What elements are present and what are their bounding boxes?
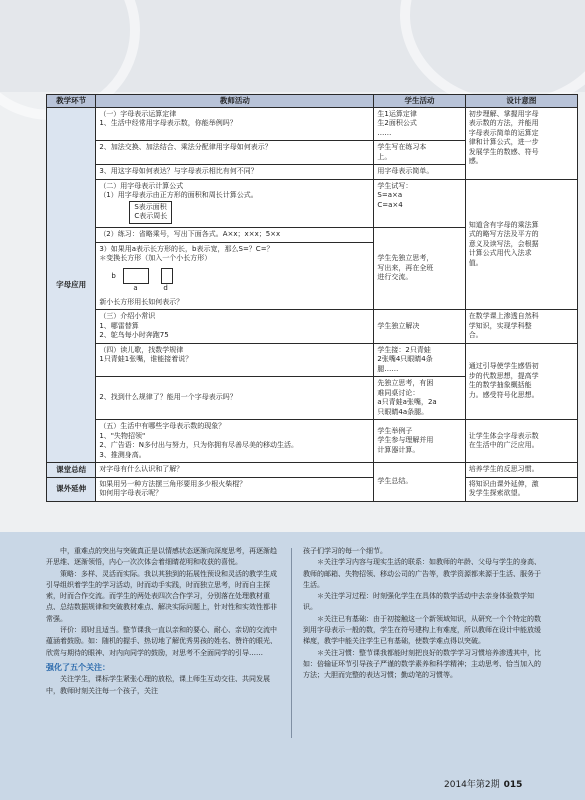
student-cell: 学生试写： S=a×a C=a×4 <box>374 179 465 228</box>
intent-cell: 让学生体会字母表示数 在生活中的广泛应用。 <box>465 420 577 463</box>
header-design-intent: 设计意图 <box>465 95 577 108</box>
section-extension: 课外延伸 <box>47 477 96 501</box>
intent-cell: 通过引导使学生感悟初 步的代数思想，提高学 生的数学抽象概括能 力。感受符号化思想。 <box>465 343 577 420</box>
intent-cell: 知道含有字母的乘法算 式的略写方法及平方的 意义及读写法，会根据 计算公式用代入法求 值。 <box>465 179 577 310</box>
teacher-cell: 如果用另一种方法摆三角形要用多少根火柴棍？ 如何用字母表示呢？ <box>96 477 374 501</box>
teacher-cell: （二）用字母表示计算公式 （1）用字母表示由正方形的面积和周长计算公式。 S表示面积 C表示周长 <box>96 179 374 228</box>
intent-cell: 在数学课上渗透自然科 学知识，实现学科整 合。 <box>465 310 577 344</box>
student-cell: 用字母表示简单。 <box>374 165 465 180</box>
paragraph: 关注学生，课标学生紧张心理的放松，课上师生互动交往、共同发展中，教师时刻关注每一个孩子，关注 <box>46 675 270 695</box>
teacher-cell: 2、找到什么规律了？能用一个字母表示吗？ <box>96 377 374 420</box>
table-row <box>47 477 578 501</box>
section-letter-application: 字母应用 <box>47 107 96 463</box>
teacher-cell: 对字母有什么认识和了解？ <box>96 463 374 478</box>
header-student-activity: 学生活动 <box>374 95 465 108</box>
table-header-row <box>47 95 578 108</box>
table-row <box>47 179 578 228</box>
article-left-column <box>46 546 281 697</box>
rectangle-small <box>161 268 173 284</box>
paragraph: ＊关注已有基础：由于初接触这一个新领域知识，从研究一个个特定的数到用字母表示一般的数，学生在符号建构上有难度，所以教师在设计中能放缓梯度，教学中能关注学生已有基础，使数学难点得以突破。 <box>303 614 541 646</box>
table-row <box>47 420 578 463</box>
paragraph: ＊关注学习过程：时刻强化学生在具体的数学活动中去亲身体验数学知识。 <box>303 592 534 612</box>
header-teacher-activity: 教师活动 <box>96 95 374 108</box>
intent-cell: 初步理解、掌握用字母 表示数的方法，并能用 字母表示简单的运算定 律和计算公式，进一步 发展学生的数感、符号 感。 <box>465 107 577 179</box>
student-cell: 学生写在练习本 上。 <box>374 141 465 165</box>
teacher-cell: 3）如果用a表示长方形的长，b表示宽，那么S=？C=？ ＊变换长方形（加入一个小长方形） b a d 新小长方形用长如何表示？ <box>96 242 374 310</box>
teacher-cell: （2）练习：省略乘号，写出下面各式。A×x；x×x；5×x <box>96 228 374 243</box>
student-cell: 学生独立解决 <box>374 310 465 344</box>
table-row <box>47 310 578 344</box>
section-subheading: 强化了五个关注： <box>46 662 110 672</box>
rectangle-diagram: b a d <box>99 264 370 298</box>
lesson-plan-table <box>46 94 578 502</box>
student-cell: 学生总结。 <box>374 463 465 502</box>
teacher-cell: （三）介绍小常识 1、哪雷替算 2、鸵鸟每小时奔跑75 <box>96 310 374 344</box>
paragraph: 孩子们学习的每一个细节。 <box>303 547 387 555</box>
table-row <box>47 107 578 141</box>
teacher-cell: （一）字母表示运算定律 1、生活中经常用字母表示数，你能举例吗？ <box>96 107 374 141</box>
issue-label: 2014年第2期 <box>444 780 500 790</box>
column-divider <box>291 548 292 738</box>
teacher-cell: （四）读儿歌，找数学规律 1只青蛙1张嘴，谁能接着说？ <box>96 343 374 377</box>
student-cell: 学生接：2只青蛙 2张嘴4只眼睛4条 腿…… <box>374 343 465 377</box>
teacher-cell: 2、加法交换、加法结合、乘法分配律用字母如何表示？ <box>96 141 374 165</box>
paragraph: 中，重难点的突出与突破真正是以情感状态逐渐向深度思考，再逐渐趋开思维、逐渐领悟，内心一次次体会着细睛花明和收获的喜悦。 <box>46 547 277 567</box>
student-cell: 学生举例子 学生参与理解并用 计算器计算。 <box>374 420 465 463</box>
page-footer <box>444 777 522 790</box>
intent-cell: 将知识由课外延伸，激 发学生探索欲望。 <box>465 477 577 501</box>
teacher-cell: 3、用这字母如何表达？与字母表示相比有何不同？ <box>96 165 374 180</box>
rectangle-ab <box>123 268 149 284</box>
page-number: 015 <box>503 780 523 790</box>
section-summary: 课堂总结 <box>47 463 96 478</box>
paragraph: 评价：即时且适当。整节课我一直以亲和的要心、耐心、亲切的交流中蕴涵着鼓励。如：随机的握手、热切地了解优秀男孩的姓名、赞许的眼光、欣赏与期待的眼神、对内向同学的鼓励，对思考不全面同学的引导…… <box>46 626 277 657</box>
table-row <box>47 463 578 478</box>
student-cell: 生1运算定律 生2面积公式 …… <box>374 107 465 141</box>
student-cell: 先独立思考，有困 难同桌讨论： a只青蛙a张嘴，2a 只眼睛4a条腿。 <box>374 377 465 420</box>
paragraph: ＊关注习惯：整节课我都能时刻把良好的数学学习习惯培养渗透其中，比如：倍输证环节引导孩子严谨的数学素养和科学精神；主动思考、恰当加入的方法；大胆而完整的表达习惯；勤动笔的习惯等。 <box>303 648 541 680</box>
paragraph: ＊关注学习内容与现实生活的联系：如教师的年龄、父母与学生的身高、教师的邮箱、失物招领、移动公司的广告等，教学资源都来源于生活、服务于生活。 <box>303 558 541 589</box>
student-cell: 学生先独立思考， 写出来，再在全班 进行交流。 <box>374 228 465 310</box>
teacher-cell: （五）生活中有哪些字母表示数的现象？ 1、"失物招领" 2、广告语：N多付出与努力，只为你拥有尽善尽美的移动生活。 3、推测身高。 <box>96 420 374 463</box>
header-stage: 教学环节 <box>47 95 96 108</box>
intent-cell: 培养学生的反思习惯。 <box>465 463 577 478</box>
article-right-column <box>303 546 541 682</box>
table-row <box>47 343 578 377</box>
paragraph: 策略：多样、灵活而实际。我以其独到的拓展性预设和灵活的教学生成引导组织着学生的学习活动，时而动手实践，时而独立思考，时而自主探索，时而合作交流。而学生的两处表四次合作学习，分别落在处理教材重点、总结数据规律和突破教材难点、解决实际问题上，针对性和实效性都非常强。 <box>46 569 277 623</box>
formula-legend-box: S表示面积 C表示周长 <box>129 201 172 224</box>
